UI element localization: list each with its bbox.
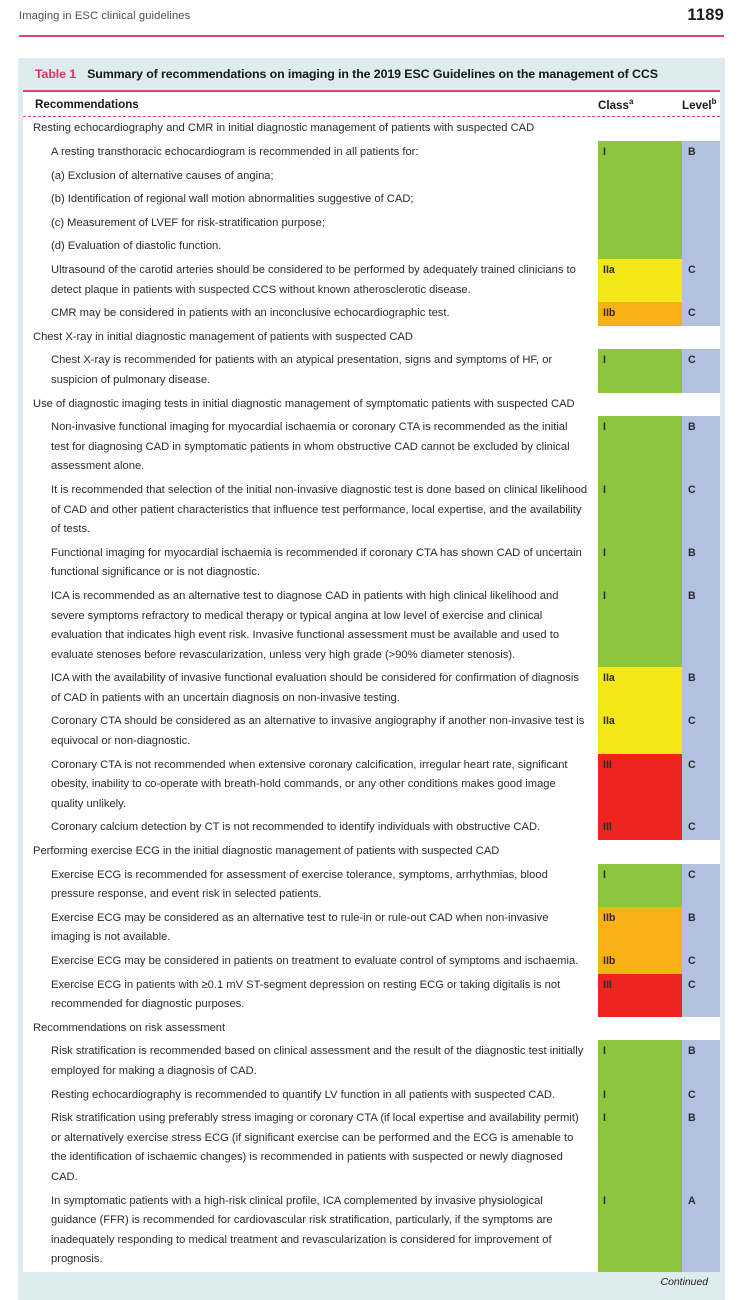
class-cell: IIb: [598, 907, 682, 950]
level-cell: C: [682, 950, 720, 974]
level-cell: A: [682, 1190, 720, 1272]
table-row: [23, 302, 720, 326]
page-number: 1189: [687, 6, 724, 24]
recommendation-text: (c) Measurement of LVEF for risk-stratification purpose;: [51, 216, 325, 229]
table-row: [23, 864, 720, 907]
column-header-class-footnote: a: [628, 96, 634, 106]
table-row: [23, 349, 720, 392]
recommendation-text: Coronary CTA should be considered as an alternative to invasive angiography if another non-invasive test is equivocal or non-diagnostic.: [51, 715, 585, 748]
level-cell: [682, 165, 720, 189]
level-cell: [682, 212, 720, 236]
section-heading: Use of diagnostic imaging tests in initial diagnostic management of symptomatic patients with suspected CAD: [33, 397, 575, 410]
section-heading: Recommendations on risk assessment: [33, 1021, 226, 1034]
column-header-level: [682, 97, 720, 112]
table-row: [23, 212, 720, 236]
level-cell: B: [682, 542, 720, 585]
section-heading: Chest X-ray in initial diagnostic management of patients with suspected CAD: [33, 330, 413, 343]
class-cell: I: [598, 585, 682, 667]
level-cell: C: [682, 479, 720, 542]
column-header-level-footnote: b: [711, 96, 717, 106]
level-cell: C: [682, 710, 720, 753]
recommendation-text: Exercise ECG in patients with ≥0.1 mV ST-segment depression on resting ECG or taking digitalis is not recommended for diagnostic purposes.: [51, 978, 561, 1011]
class-cell: [598, 165, 682, 189]
level-cell: [682, 117, 720, 141]
table-row: [23, 974, 720, 1017]
table-row: [23, 188, 720, 212]
class-cell: [598, 326, 682, 350]
class-cell: I: [598, 1084, 682, 1108]
table-row: [23, 141, 720, 165]
level-cell: B: [682, 141, 720, 165]
table-row: [23, 907, 720, 950]
level-cell: [682, 235, 720, 259]
level-cell: B: [682, 1040, 720, 1083]
table-row: [23, 585, 720, 667]
table-body: [23, 117, 720, 1271]
header-rule: [19, 35, 724, 37]
level-cell: C: [682, 864, 720, 907]
recommendation-text: Functional imaging for myocardial ischaemia is recommended if coronary CTA has shown CAD of uncertain functional significance or is not diagnostic.: [51, 546, 582, 579]
class-cell: I: [598, 542, 682, 585]
class-cell: I: [598, 349, 682, 392]
level-cell: [682, 840, 720, 864]
recommendation-text: Coronary calcium detection by CT is not recommended to identify individuals with obstructive CAD.: [51, 821, 541, 834]
class-cell: III: [598, 974, 682, 1017]
table-section-row: [23, 393, 720, 417]
level-cell: C: [682, 974, 720, 1017]
level-cell: B: [682, 907, 720, 950]
recommendation-text: Resting echocardiography is recommended to quantify LV function in all patients with suspected CAD.: [51, 1088, 556, 1101]
table-row: [23, 1040, 720, 1083]
recommendation-text: ICA is recommended as an alternative test to diagnose CAD in patients with high clinical likelihood and severe symptoms refractory to medical therapy or typical angina at low level of exercise and clinical evaluation that indicates high event risk. Invasive functional assessment must be available and used to evaluate stenoses before revascularization, unless very high grade (>90% diameter stenosis).: [51, 589, 560, 661]
table-row: [23, 754, 720, 817]
table-row: [23, 165, 720, 189]
table-section-row: [23, 1017, 720, 1041]
class-cell: [598, 188, 682, 212]
level-cell: C: [682, 349, 720, 392]
class-cell: IIa: [598, 667, 682, 710]
level-cell: B: [682, 1107, 720, 1189]
table-row: [23, 710, 720, 753]
class-cell: I: [598, 864, 682, 907]
class-cell: [598, 393, 682, 417]
class-cell: [598, 840, 682, 864]
running-title: Imaging in ESC clinical guidelines: [19, 10, 191, 22]
table-row: [23, 479, 720, 542]
recommendation-text: (b) Identification of regional wall motion abnormalities suggestive of CAD;: [51, 193, 414, 206]
table-caption: [23, 58, 720, 90]
level-cell: C: [682, 302, 720, 326]
class-cell: I: [598, 1190, 682, 1272]
recommendation-text: (a) Exclusion of alternative causes of angina;: [51, 169, 274, 182]
table-row: [23, 667, 720, 710]
level-cell: C: [682, 259, 720, 302]
table-row: [23, 235, 720, 259]
table-column-headers: [23, 92, 720, 117]
column-header-class-label: Class: [598, 98, 629, 112]
class-cell: IIb: [598, 302, 682, 326]
level-cell: C: [682, 816, 720, 840]
class-cell: I: [598, 1107, 682, 1189]
class-cell: [598, 117, 682, 141]
table-section-row: [23, 326, 720, 350]
recommendation-text: Risk stratification is recommended based on clinical assessment and the result of the diagnostic test initially employed for making a diagnosis of CAD.: [51, 1045, 584, 1077]
recommendation-text: Ultrasound of the carotid arteries should be considered to be performed by adequately trained clinicians to detect plaque in patients with suspected CCS without known atherosclerotic disease.: [51, 264, 576, 296]
class-cell: I: [598, 479, 682, 542]
table-label: Table 1: [35, 67, 77, 81]
continued-label: Continued: [660, 1276, 708, 1288]
class-cell: [598, 235, 682, 259]
table-row: [23, 1190, 720, 1272]
recommendation-text: Coronary CTA is not recommended when extensive coronary calcification, irregular heart rate, significant obesity, inability to co-operate with breath-hold commands, or any other conditions makes good image quality unlikely.: [51, 758, 568, 810]
class-cell: [598, 212, 682, 236]
table-row: [23, 416, 720, 479]
class-cell: IIa: [598, 710, 682, 753]
recommendation-text: Risk stratification using preferably stress imaging or coronary CTA (if local expertise and availability permit) or alternatively exercise stress ECG (if significant exercise can be performed and the ECG is amenable to the identification of ischaemic changes) is recommended in patients with suspected or newly diagnosed CAD.: [51, 1112, 579, 1183]
table-section-row: [23, 840, 720, 864]
class-cell: IIa: [598, 259, 682, 302]
column-header-class: [598, 97, 682, 112]
class-cell: [598, 1017, 682, 1041]
recommendation-text: In symptomatic patients with a high-risk clinical profile, ICA complemented by invasive physiological guidance (FFR) is recommended for cardiovascular risk stratification, particularly, if the symptoms are inadequately responding to medical treatment and revascularization is considered for improvement of prognosis.: [51, 1194, 553, 1266]
recommendation-text: Exercise ECG may be considered as an alternative test to rule-in or rule-out CAD when non-invasive imaging is not available.: [51, 911, 549, 944]
level-cell: [682, 393, 720, 417]
class-cell: I: [598, 1040, 682, 1083]
table-row: [23, 950, 720, 974]
class-cell: I: [598, 416, 682, 479]
table-row: [23, 1084, 720, 1108]
recommendation-text: Exercise ECG is recommended for assessment of exercise tolerance, symptoms, arrhythmias, blood pressure response, and event risk in selected patients.: [51, 868, 548, 901]
level-cell: B: [682, 585, 720, 667]
table-row: [23, 542, 720, 585]
level-cell: C: [682, 1084, 720, 1108]
class-cell: I: [598, 141, 682, 165]
recommendation-text: It is recommended that selection of the initial non-invasive diagnostic test is done based on clinical likelihood of CAD and other patient characteristics that influence test performance, local expertise, and the availability of tests.: [51, 483, 588, 536]
table-section-row: [23, 117, 720, 141]
recommendation-text: A resting transthoracic echocardiogram is recommended in all patients for:: [51, 146, 419, 159]
table-row: [23, 259, 720, 302]
page-header: [0, 0, 743, 38]
table-row: [23, 816, 720, 840]
table-footer: [23, 1272, 720, 1295]
recommendation-text: Exercise ECG may be considered in patients on treatment to evaluate control of symptoms and ischaemia.: [51, 955, 579, 968]
level-cell: B: [682, 416, 720, 479]
level-cell: [682, 1017, 720, 1041]
recommendation-text: (d) Evaluation of diastolic function.: [51, 240, 222, 253]
section-heading: Performing exercise ECG in the initial diagnostic management of patients with suspected CAD: [33, 845, 500, 858]
class-cell: IIb: [598, 950, 682, 974]
recommendation-text: ICA with the availability of invasive functional evaluation should be considered for confirmation of diagnosis of CAD in patients with an uncertain diagnosis on non-invasive testing.: [51, 672, 579, 704]
table-row: [23, 1107, 720, 1189]
class-cell: III: [598, 754, 682, 817]
column-header-recommendations: Recommendations: [35, 98, 139, 112]
section-heading: Resting echocardiography and CMR in initial diagnostic management of patients with suspected CAD: [33, 122, 535, 135]
column-header-level-label: Level: [682, 98, 712, 112]
level-cell: C: [682, 754, 720, 817]
class-cell: III: [598, 816, 682, 840]
recommendation-text: CMR may be considered in patients with an inconclusive echocardiographic test.: [51, 307, 450, 320]
table-bottom-edge: [23, 1295, 720, 1300]
level-cell: B: [682, 667, 720, 710]
table-title: Summary of recommendations on imaging in the 2019 ESC Guidelines on the management of CCS: [87, 67, 658, 81]
recommendations-table: [18, 58, 725, 1300]
level-cell: [682, 326, 720, 350]
level-cell: [682, 188, 720, 212]
recommendation-text: Non-invasive functional imaging for myocardial ischaemia or coronary CTA is recommended as the initial test for diagnosing CAD in symptomatic patients in whom obstructive CAD cannot be excluded by clinical assessment alone.: [51, 421, 570, 473]
recommendation-text: Chest X-ray is recommended for patients with an atypical presentation, signs and symptoms of HF, or suspicion of pulmonary disease.: [51, 354, 553, 386]
